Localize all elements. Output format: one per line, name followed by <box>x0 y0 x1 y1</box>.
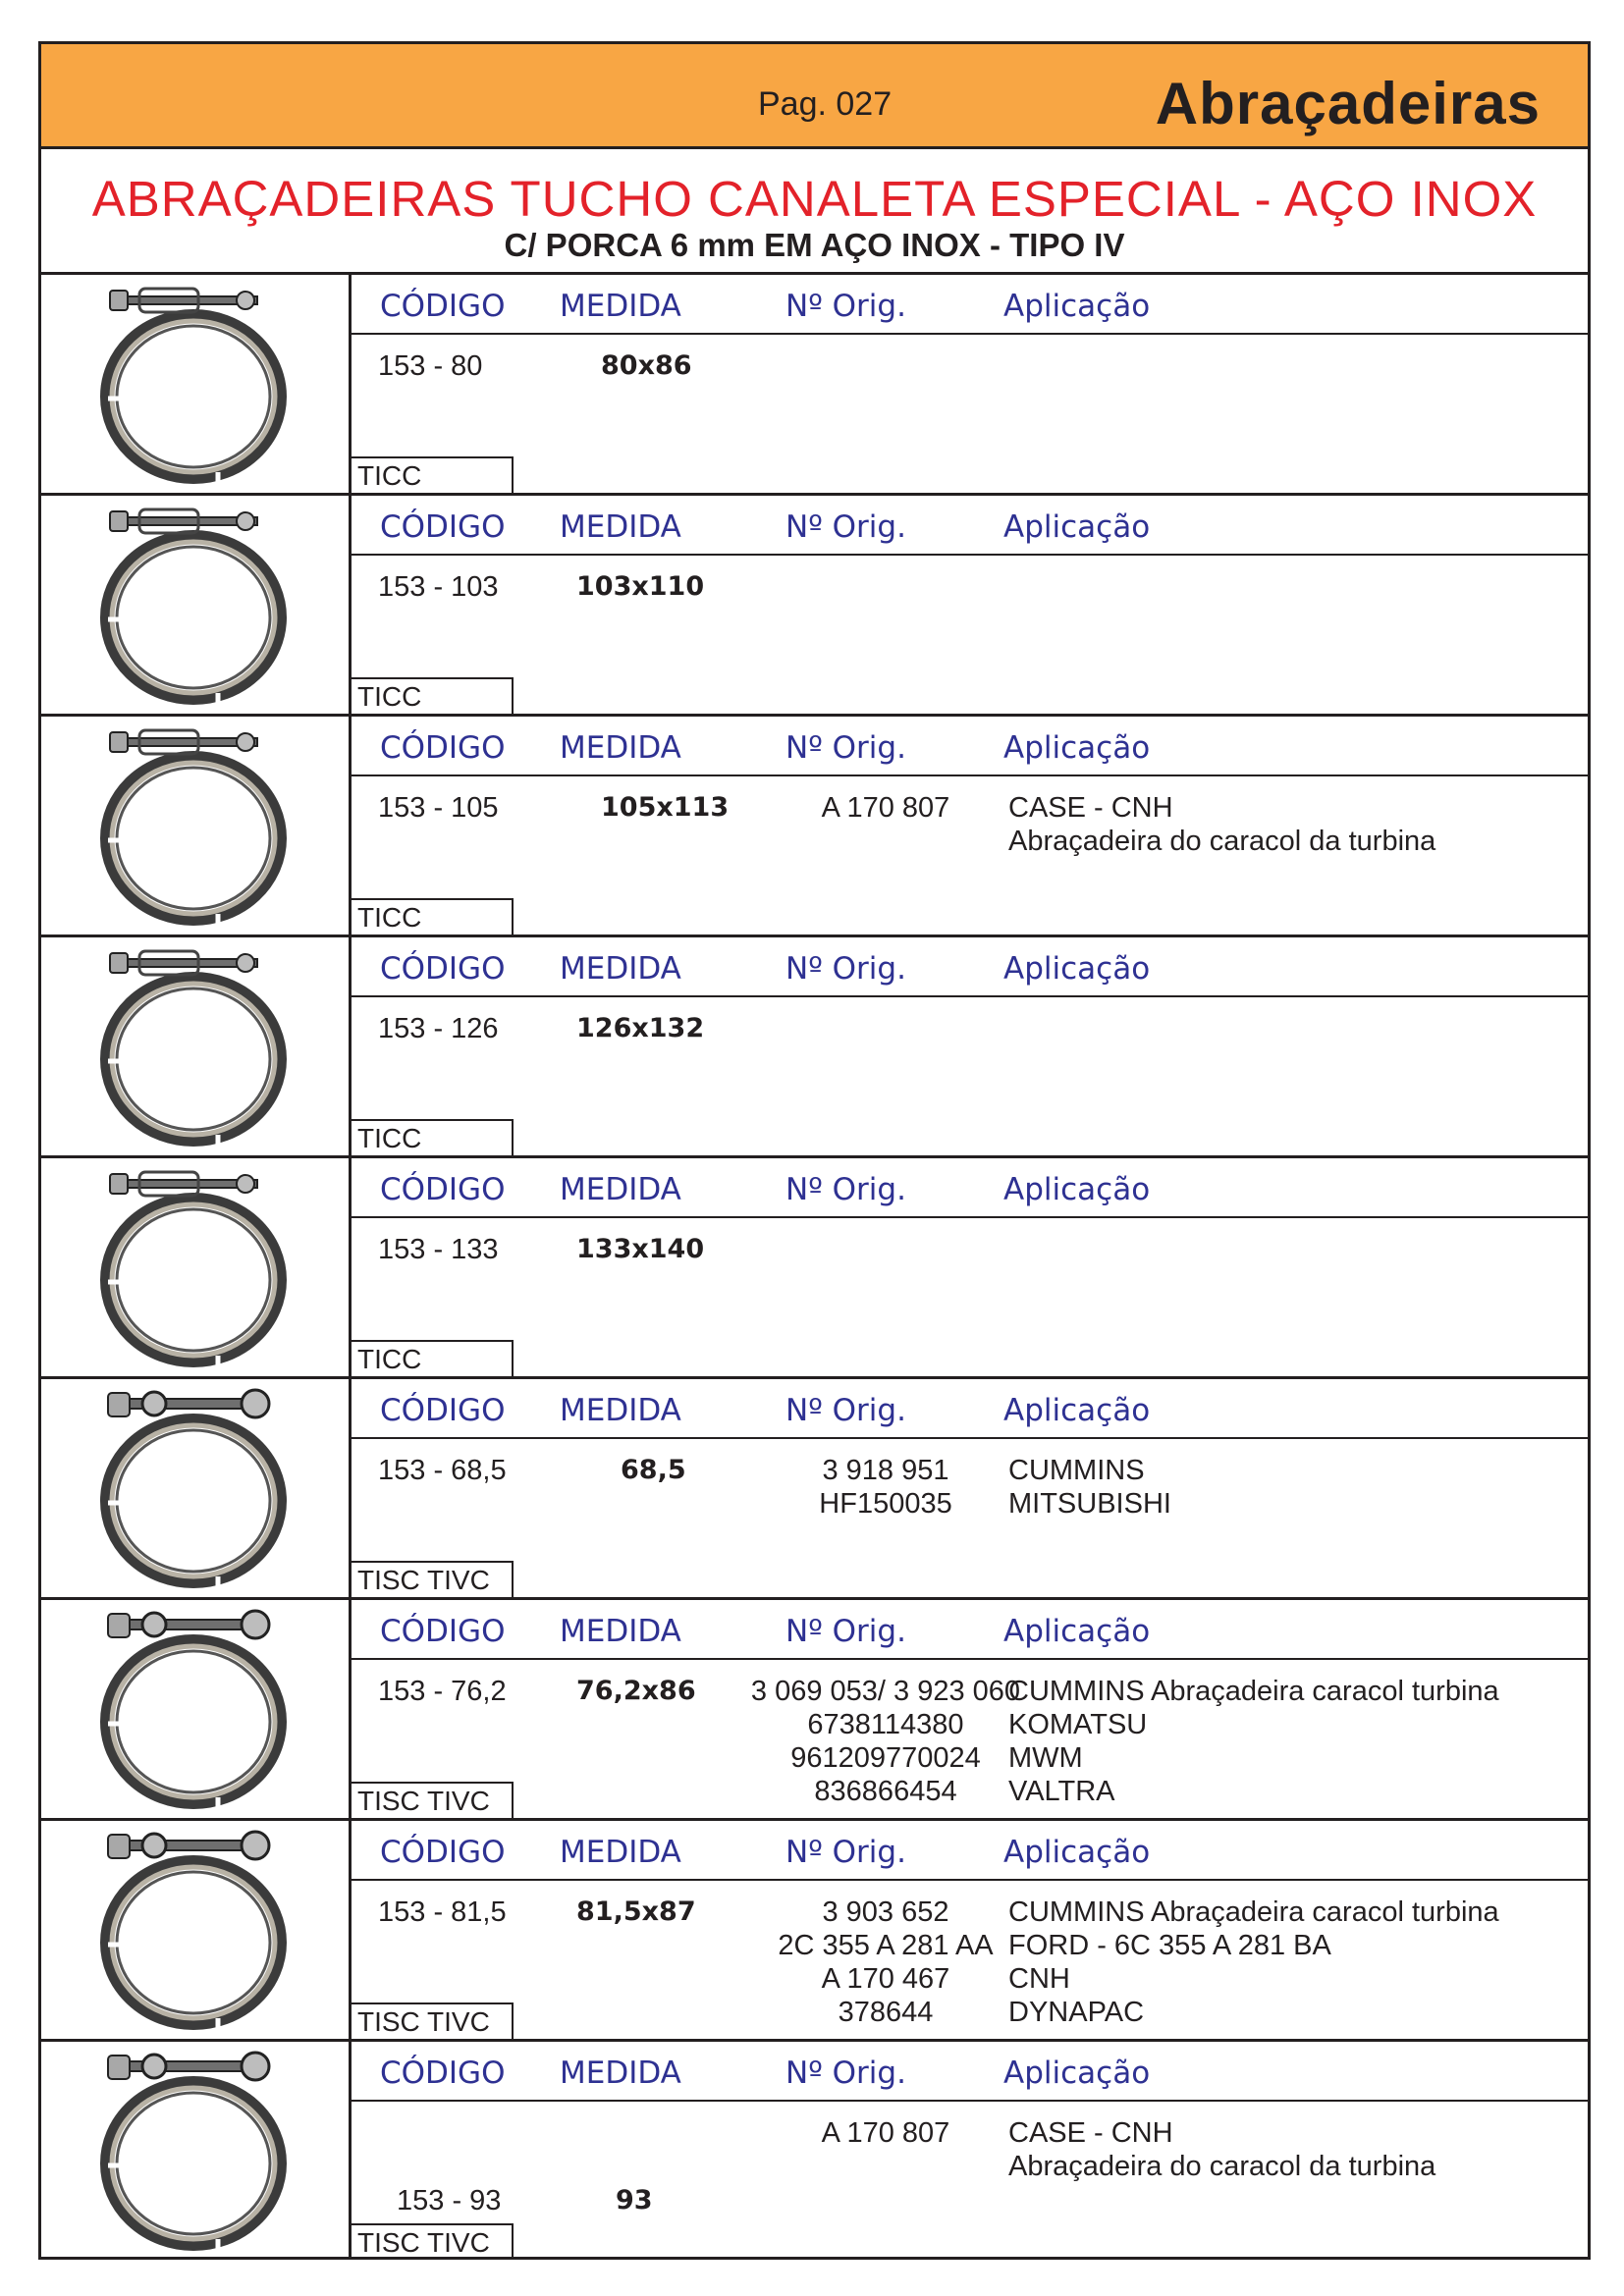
product-row <box>41 493 1588 714</box>
column-header-orig: Nº Orig. <box>785 1172 906 1207</box>
product-code: 153 - 103 <box>378 571 499 603</box>
catalog-title: ABRAÇADEIRAS TUCHO CANALETA ESPECIAL - AÇO INOX <box>91 171 1538 227</box>
column-header-aplicacao: Aplicação <box>1003 509 1151 545</box>
column-header-codigo: CÓDIGO <box>380 509 506 545</box>
v-band-clamp-icon <box>100 943 297 1149</box>
product-row <box>41 1376 1588 1597</box>
column-header-aplicacao: Aplicação <box>1003 2056 1151 2091</box>
application: CUMMINS Abraçadeira caracol turbina FORD - 6C 355 A 281 BA CNH DYNAPAC <box>1008 1896 1499 2028</box>
product-code: 153 - 80 <box>378 350 483 382</box>
product-row <box>41 272 1588 493</box>
column-header-codigo: CÓDIGO <box>380 1614 506 1649</box>
product-code: 153 - 76,2 <box>378 1676 507 1707</box>
product-tag: TICC <box>352 456 514 493</box>
column-header-medida: MEDIDA <box>560 951 681 987</box>
column-header-codigo: CÓDIGO <box>380 2056 506 2091</box>
product-size: 126x132 <box>576 1013 705 1043</box>
v-band-clamp-icon <box>100 502 297 708</box>
t-bolt-clamp-icon <box>100 1385 297 1591</box>
product-row <box>41 1818 1588 2039</box>
product-image-cell <box>41 275 352 493</box>
application: CUMMINS Abraçadeira caracol turbina KOMATSU MWM VALTRA <box>1008 1676 1499 1807</box>
product-code: 153 - 81,5 <box>378 1896 507 1928</box>
product-row <box>41 934 1588 1155</box>
product-size: 105x113 <box>601 792 730 823</box>
original-number: A 170 807 <box>821 2117 950 2149</box>
column-header-codigo: CÓDIGO <box>380 289 506 324</box>
t-bolt-clamp-icon <box>100 1827 297 2033</box>
column-header-aplicacao: Aplicação <box>1003 1172 1151 1207</box>
product-tag: TICC <box>352 1340 514 1376</box>
column-header-medida: MEDIDA <box>560 509 681 545</box>
product-code: 153 - 93 <box>397 2185 502 2216</box>
product-tag: TISC TIVC <box>352 2223 514 2260</box>
product-image-cell <box>41 2042 352 2260</box>
product-tag: TISC TIVC <box>352 1561 514 1597</box>
page-frame <box>38 41 1591 2260</box>
t-bolt-clamp-icon <box>100 1606 297 1812</box>
product-size: 76,2x86 <box>576 1676 696 1706</box>
original-number: 3 903 652 2C 355 A 281 AA A 170 467 378644 <box>778 1896 994 2028</box>
t-bolt-clamp-icon <box>100 2048 297 2254</box>
header-divider <box>352 2100 1588 2102</box>
column-header-orig: Nº Orig. <box>785 2056 906 2091</box>
page-header <box>41 44 1588 149</box>
column-header-medida: MEDIDA <box>560 730 681 766</box>
product-image-cell <box>41 496 352 714</box>
product-tag: TISC TIVC <box>352 1782 514 1818</box>
column-header-medida: MEDIDA <box>560 1393 681 1428</box>
product-code: 153 - 126 <box>378 1013 499 1044</box>
column-header-codigo: CÓDIGO <box>380 1172 506 1207</box>
product-row <box>41 1155 1588 1376</box>
column-header-orig: Nº Orig. <box>785 951 906 987</box>
header-divider <box>352 333 1588 335</box>
header-divider <box>352 1437 1588 1439</box>
original-number: 3 069 053/ 3 923 060 6738114380 961209770024 836866454 <box>750 1676 1021 1807</box>
column-header-aplicacao: Aplicação <box>1003 1614 1151 1649</box>
application: CASE - CNH Abraçadeira do caracol da turbina <box>1008 792 1436 857</box>
product-image-cell <box>41 937 352 1155</box>
page-number: Pag. 027 <box>758 85 893 123</box>
product-tag: TICC <box>352 898 514 934</box>
header-divider <box>352 1658 1588 1660</box>
header-divider <box>352 995 1588 997</box>
original-number: A 170 807 <box>821 792 950 824</box>
product-row <box>41 1597 1588 1818</box>
column-header-medida: MEDIDA <box>560 1835 681 1870</box>
column-header-aplicacao: Aplicação <box>1003 1835 1151 1870</box>
column-header-orig: Nº Orig. <box>785 1614 906 1649</box>
column-header-codigo: CÓDIGO <box>380 1393 506 1428</box>
column-header-medida: MEDIDA <box>560 289 681 324</box>
product-image-cell <box>41 1158 352 1376</box>
column-header-orig: Nº Orig. <box>785 730 906 766</box>
v-band-clamp-icon <box>100 722 297 929</box>
product-size: 133x140 <box>576 1234 705 1264</box>
product-code: 153 - 68,5 <box>378 1455 507 1486</box>
column-header-orig: Nº Orig. <box>785 1393 906 1428</box>
column-header-orig: Nº Orig. <box>785 509 906 545</box>
product-size: 81,5x87 <box>576 1896 696 1927</box>
product-row <box>41 714 1588 934</box>
column-header-orig: Nº Orig. <box>785 289 906 324</box>
column-header-medida: MEDIDA <box>560 2056 681 2091</box>
product-tag: TICC <box>352 677 514 714</box>
v-band-clamp-icon <box>100 1164 297 1370</box>
product-image-cell <box>41 1600 352 1818</box>
product-code: 153 - 105 <box>378 792 499 824</box>
product-image-cell <box>41 717 352 934</box>
product-table <box>41 272 1588 2257</box>
product-size: 103x110 <box>576 571 705 602</box>
column-header-aplicacao: Aplicação <box>1003 951 1151 987</box>
product-image-cell <box>41 1821 352 2039</box>
column-header-medida: MEDIDA <box>560 1172 681 1207</box>
product-row <box>41 2039 1588 2257</box>
section-title: Abraçadeiras <box>1155 71 1541 136</box>
header-divider <box>352 774 1588 776</box>
application: CASE - CNH Abraçadeira do caracol da turbina <box>1008 2117 1436 2182</box>
header-divider <box>352 554 1588 556</box>
application: CUMMINS MITSUBISHI <box>1008 1455 1171 1520</box>
product-code: 153 - 133 <box>378 1234 499 1265</box>
header-divider <box>352 1216 1588 1218</box>
v-band-clamp-icon <box>100 281 297 487</box>
product-size: 68,5 <box>621 1455 686 1485</box>
column-header-codigo: CÓDIGO <box>380 951 506 987</box>
column-header-codigo: CÓDIGO <box>380 1835 506 1870</box>
product-image-cell <box>41 1379 352 1597</box>
column-header-orig: Nº Orig. <box>785 1835 906 1870</box>
column-header-aplicacao: Aplicação <box>1003 289 1151 324</box>
original-number: 3 918 951 HF150035 <box>819 1455 952 1520</box>
column-header-aplicacao: Aplicação <box>1003 1393 1151 1428</box>
column-header-aplicacao: Aplicação <box>1003 730 1151 766</box>
product-size: 93 <box>616 2185 653 2216</box>
header-divider <box>352 1879 1588 1881</box>
product-tag: TICC <box>352 1119 514 1155</box>
product-tag: TISC TIVC <box>352 2002 514 2039</box>
catalog-subtitle: C/ PORCA 6 mm EM AÇO INOX - TIPO IV <box>504 227 1125 263</box>
column-header-codigo: CÓDIGO <box>380 730 506 766</box>
product-size: 80x86 <box>601 350 692 381</box>
column-header-medida: MEDIDA <box>560 1614 681 1649</box>
